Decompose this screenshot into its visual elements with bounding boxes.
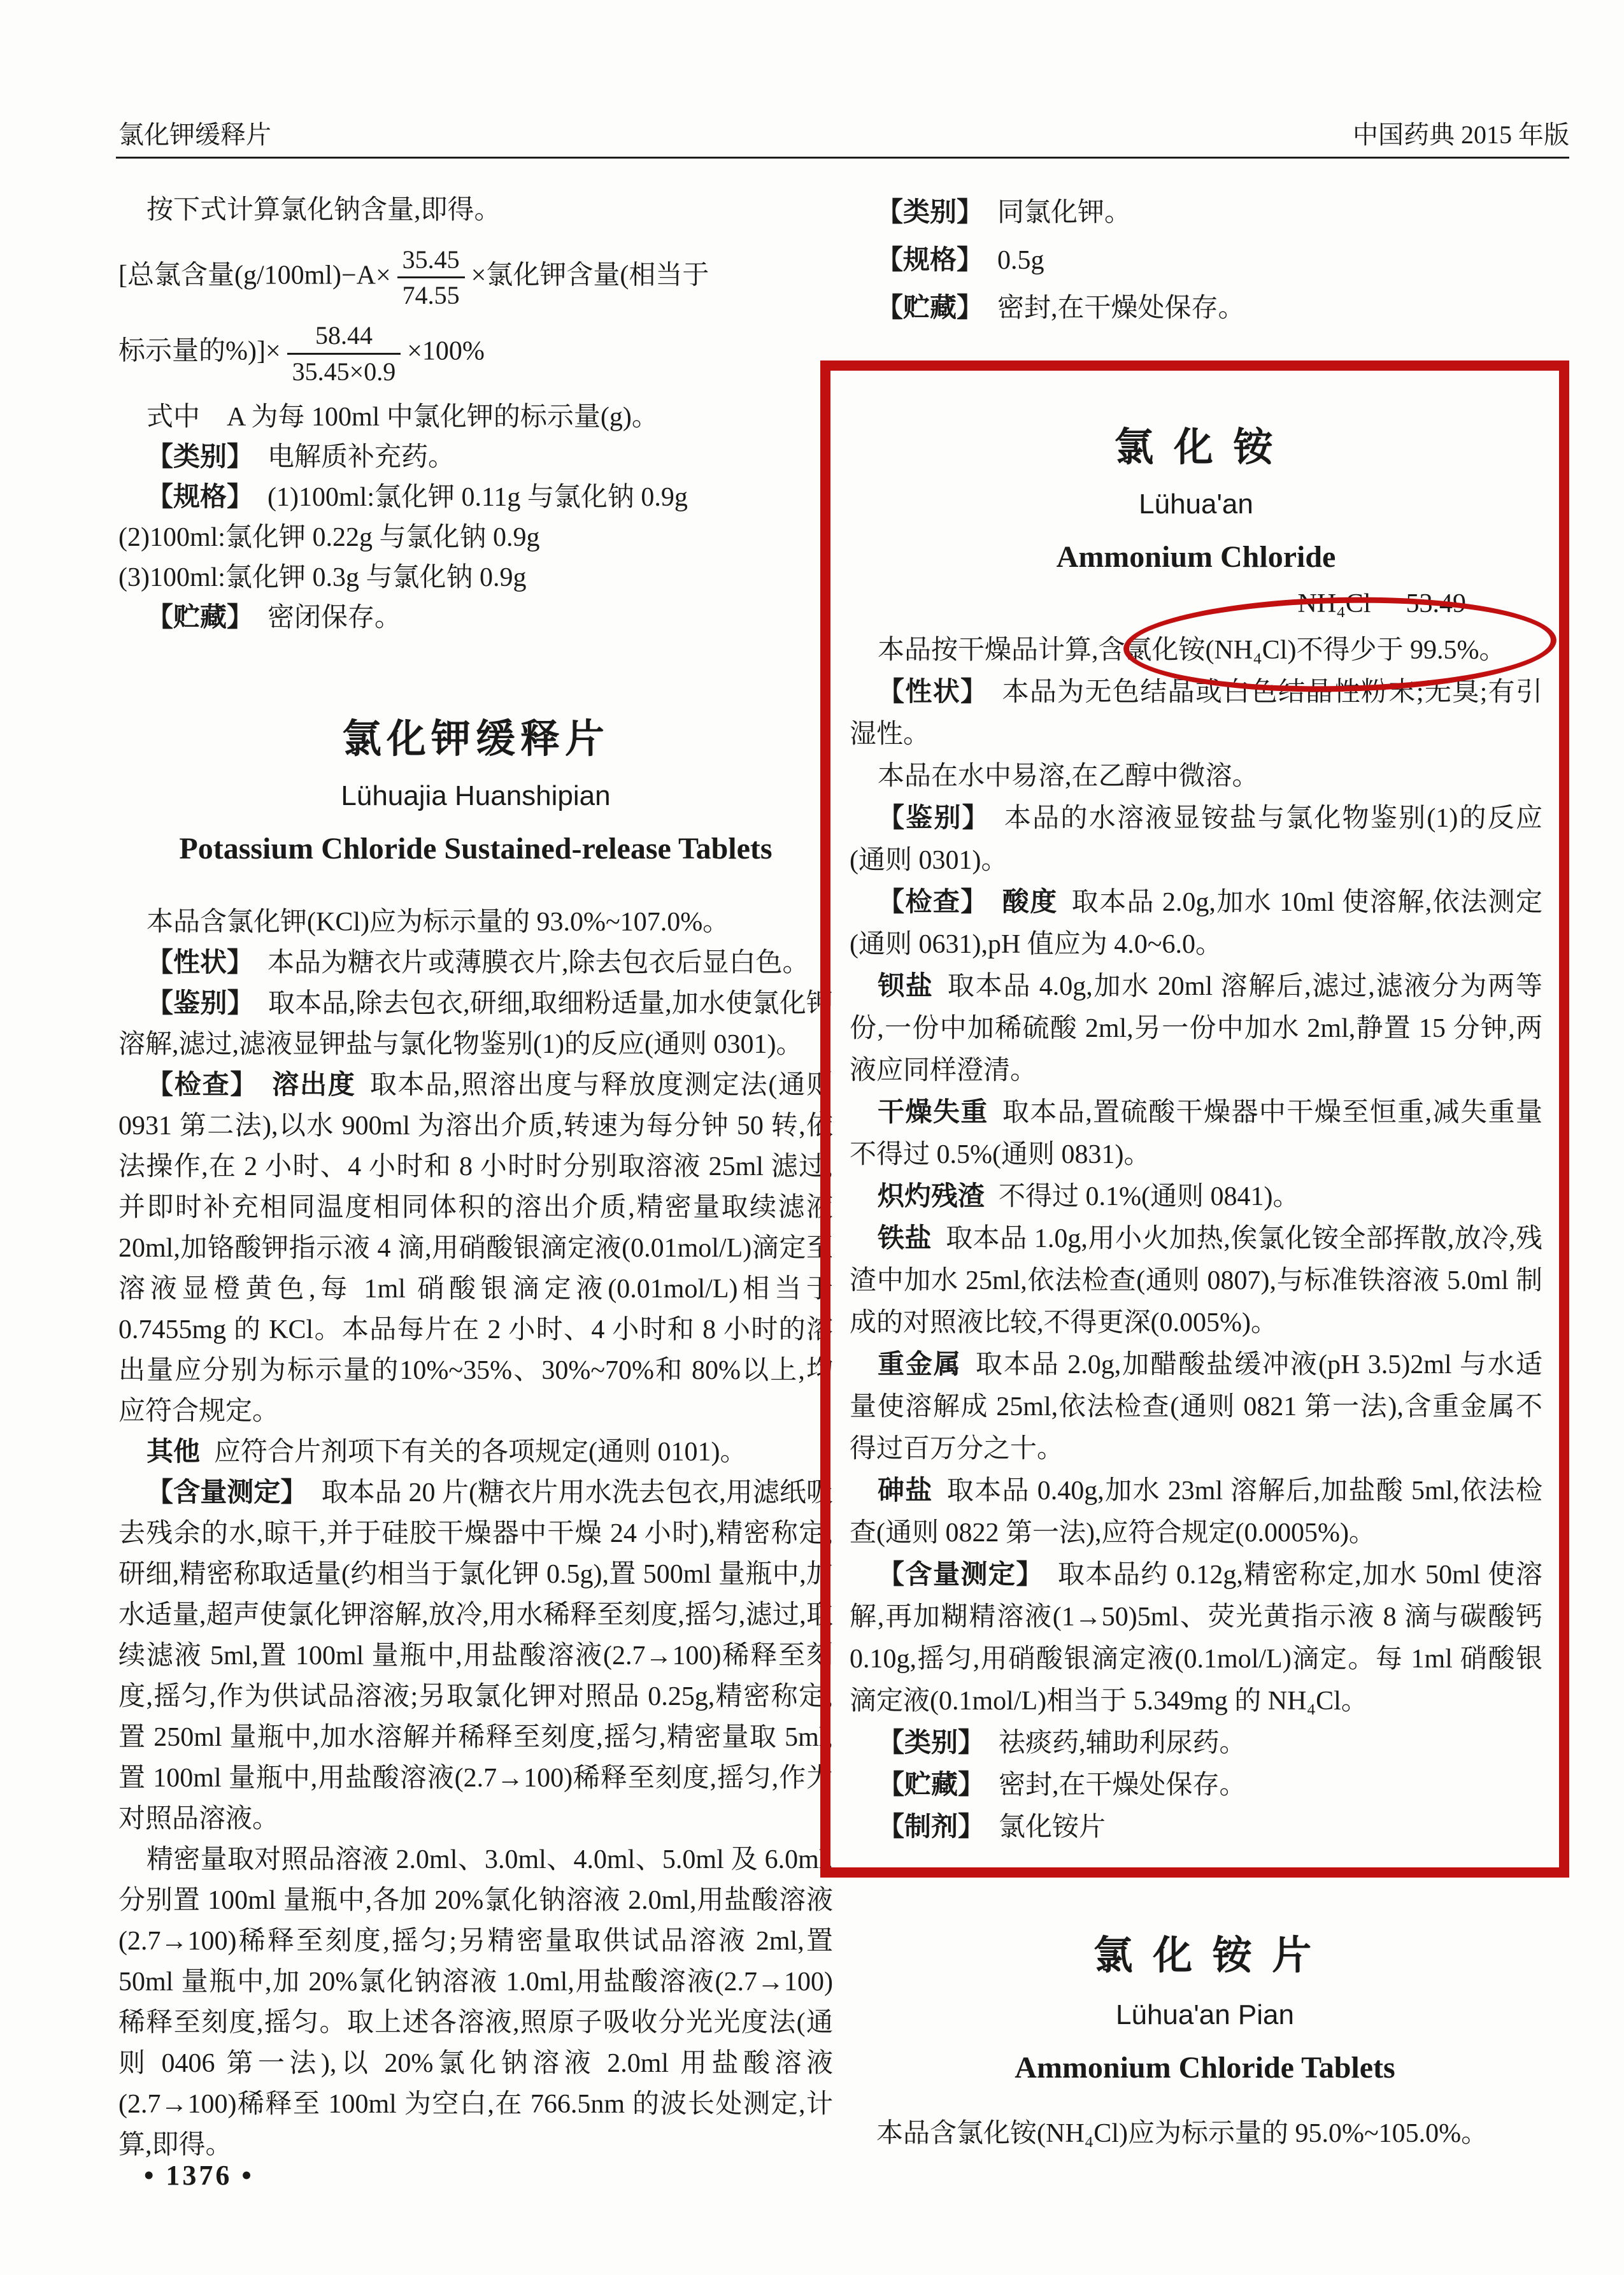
fraction-denominator: 35.45×0.9 — [292, 357, 396, 386]
header-rule — [116, 157, 1569, 159]
monograph-paragraph — [850, 1344, 1542, 1470]
paragraph-text: 精密量取对照品溶液 2.0ml、3.0ml、4.0ml、5.0ml 及 6.0ml,分别置 100ml 量瓶中,各加 20%氯化钠溶液 2.0ml,用盐酸溶液(2.7→100)稀释至刻度,摇匀;另精密量取供试品溶液 2ml,置 50ml 量瓶中,加 20%氯化钠溶液 1.0ml,用盐酸溶液(2.7→100)稀释至刻度,摇匀。取上述各溶液,照原子吸收分光光度法(通则 0406 第一法),以 20%氯化钠溶液 2.0ml 用盐酸溶液(2.7→100)稀释至 100ml 为空白,在 766.5nm 的波长处测定,计算,即得。 — [118, 1844, 833, 2160]
spec-item — [118, 558, 833, 598]
formula-text: ×100% — [407, 336, 485, 366]
paragraph: 按下式计算氯化钠含量,即得。 — [146, 196, 501, 225]
running-head — [118, 115, 1569, 151]
section-label: 【贮藏】 — [146, 603, 254, 632]
check-item-label: 重金属 — [878, 1350, 962, 1380]
monograph-title-cn: 氯 化 铵 片 — [1093, 1934, 1317, 1978]
monograph-paragraph — [850, 1470, 1542, 1554]
running-head-left: 氯化钾缓释片 — [118, 120, 271, 149]
paragraph-text: 取本品 2.0g,加水 10ml 使溶解,依法测定(通则 0631),pH 值应为 4.0~6.0。 — [850, 888, 1542, 959]
section-label: 【鉴别】 — [146, 988, 254, 1018]
right-column-top — [848, 186, 1562, 336]
spec-text: 电解质补充药。 — [267, 442, 455, 472]
spec-item — [848, 240, 1562, 282]
monograph-title-cn: 氯 化 铵 — [1114, 426, 1278, 469]
formula-note: 式中 A 为每 100ml 中氯化钾的标示量(g)。 — [146, 402, 659, 432]
monograph-pinyin: Lühuajia Huanshipian — [341, 780, 611, 811]
monograph-paragraph — [850, 755, 1542, 797]
paragraph-text: 本品在水中易溶,在乙醇中微溶。 — [878, 762, 1259, 791]
paragraph-text: 取本品,照溶出度与释放度测定法(通则 0931 第二法),以水 900ml 为溶出介质,转速为每分钟 50 转,依法操作,在 2 小时、4 小时和 8 小时时分别取溶液 25ml 滤过,并即时补充相同温度相同体积的溶出介质,精密量取续滤液 20ml,加铬酸钾指示液 4 滴,用硝酸银滴定液(0.01mol/L)滴定至溶液显橙黄色,每 1ml 硝酸银滴定液(0.01mol/L)相当于 0.7455mg 的 KCl。本品每片在 2 小时、4 小时和 8 小时的溶出量应分别为标示量的10%~35%、30%~70%和 80%以上,均应符合规定。 — [118, 1070, 833, 1426]
spec-item — [848, 192, 1562, 234]
monograph-body — [118, 902, 833, 2165]
chemical-formula-line — [850, 588, 1542, 619]
paragraph-text: 本品的水溶液显铵盐与氯化物鉴别(1)的反应(通则 0301)。 — [850, 804, 1542, 875]
fraction — [397, 245, 465, 310]
paragraph-text: 取本品 20 片(糖衣片用水洗去包衣,用滤纸吸去残余的水,晾干,并于硅胶干燥器中干燥 24 小时),精密称定,研细,精密称取适量(约相当于氯化钾 0.5g),置 500ml 量瓶中,加水适量,超声使氯化钾溶解,放冷,用水稀释至刻度,摇匀,滤过,取续滤液 5ml,置 100ml 量瓶中,用盐酸溶液(2.7→100)稀释至刻度,摇匀,作为供试品溶液;另取氯化钾对照品 0.25g,精密称定,置 250ml 量瓶中,加水溶解并稀释至刻度,摇匀,精密量取 5ml,置 100ml 量瓶中,用盐酸溶液(2.7→100)稀释至刻度,摇匀,作为对照品溶液。 — [118, 1478, 833, 1834]
red-highlight-box — [820, 360, 1569, 1878]
assay-limit-paragraph — [850, 629, 1542, 671]
molecular-weight: 53.49 — [1406, 589, 1466, 618]
formula-text: 标示量的%)]× — [118, 336, 281, 366]
monograph-paragraph — [118, 1432, 833, 1473]
paragraph-text: 取本品约 0.12g,精密称定,加水 50ml 使溶解,再加糊精溶液(1→50)5ml、荧光黄指示液 8 滴与碳酸钙 0.10g,摇匀,用硝酸银滴定液(0.1mol/L)滴定。每 1ml 硝酸银滴定液(0.1mol/L)相当于 5.349mg 的 NH₄Cl。 — [850, 1560, 1542, 1716]
spec-item — [118, 598, 833, 638]
section-label: 【贮藏】 — [878, 1771, 985, 1800]
spec-item — [848, 288, 1562, 329]
check-item-label: 其他 — [146, 1437, 201, 1467]
check-item-label: 铁盐 — [878, 1224, 932, 1253]
paragraph-text: 取本品 0.40g,加水 23ml 溶解后,加盐酸 5ml,依法检查(通则 0822 第一法),应符合规定(0.0005%)。 — [850, 1476, 1542, 1548]
formula-text: [总氯含量(g/100ml)−A× — [118, 260, 391, 290]
chemical-formula: NH₄Cl — [1297, 589, 1371, 618]
monograph-title-cn: 氯化钾缓释片 — [341, 717, 609, 761]
monograph-paragraph — [850, 966, 1542, 1092]
fraction-numerator: 35.45 — [397, 245, 465, 278]
section-label: 【检查】 — [878, 888, 988, 917]
running-head-right: 中国药典 2015 年版 — [1353, 120, 1569, 149]
monograph-paragraph — [118, 943, 833, 983]
section-label: 【规格】 — [146, 482, 254, 512]
paragraph-text: 祛痰药,辅助利尿药。 — [999, 1729, 1246, 1758]
monograph-title-block — [850, 415, 1542, 574]
section-label: 【类别】 — [146, 442, 254, 472]
monograph-paragraph — [118, 1065, 833, 1432]
assay-limit-paragraph: 本品含氯化铵(NH₄Cl)应为标示量的 95.0%~105.0%。 — [876, 2119, 1488, 2148]
paragraph-text: 取本品,置硫酸干燥器中干燥至恒重,减失重量不得过 0.5%(通则 0831)。 — [850, 1098, 1542, 1169]
section-label: 【规格】 — [876, 246, 984, 275]
formula-line-1 — [118, 245, 833, 310]
spec-list — [118, 438, 833, 638]
spec-text: 密封,在干燥处保存。 — [997, 294, 1245, 323]
spec-item — [118, 438, 833, 478]
monograph-paragraph — [850, 671, 1542, 755]
monograph-paragraph — [118, 983, 833, 1065]
fraction — [287, 320, 401, 386]
monograph-paragraph — [850, 797, 1542, 881]
monograph-body — [850, 629, 1542, 1848]
section-label: 【类别】 — [878, 1729, 985, 1758]
monograph-paragraph — [850, 1092, 1542, 1176]
section-label: 【性状】 — [878, 678, 988, 707]
check-item-label: 钡盐 — [878, 972, 934, 1001]
paragraph-text: 取本品 2.0g,加醋酸盐缓冲液(pH 3.5)2ml 与水适量使溶解成 25ml,依法检查(通则 0821 第一法),含重金属不得过百万分之十。 — [850, 1350, 1542, 1464]
formula-block — [118, 245, 833, 387]
section-label: 【性状】 — [146, 948, 254, 978]
monograph-title-en: Potassium Chloride Sustained-release Tablets — [179, 831, 773, 866]
monograph-paragraph — [850, 881, 1542, 966]
monograph-pinyin: Lühua'an — [1139, 489, 1253, 520]
monograph-title-en: Ammonium Chloride — [1056, 540, 1336, 574]
paragraph-text: 取本品 1.0g,用小火加热,俟氯化铵全部挥散,放冷,残渣中加水 25ml,依法检查(通则 0807),与标准铁溶液 5.0ml 制成的对照液比较,不得更深(0.005%)。 — [850, 1224, 1542, 1337]
section-label: 【鉴别】 — [878, 804, 990, 833]
monograph-paragraph — [850, 1176, 1542, 1218]
monograph-paragraph — [850, 1764, 1542, 1806]
fraction-numerator: 58.44 — [287, 320, 401, 354]
check-item-label: 溶出度 — [272, 1070, 356, 1100]
spec-text: 同氯化钾。 — [997, 198, 1132, 227]
spec-text: (1)100ml:氯化钾 0.11g 与氯化钠 0.9g — [267, 482, 688, 512]
spec-text: 密闭保存。 — [267, 603, 402, 632]
section-label: 【含量测定】 — [146, 1478, 308, 1508]
check-item-label: 酸度 — [1002, 888, 1058, 917]
monograph-title-block — [848, 1923, 1562, 2085]
tablets-section — [848, 1923, 1562, 2154]
spec-text: (3)100ml:氯化钾 0.3g 与氯化钠 0.9g — [118, 562, 527, 592]
section-label: 【检查】 — [146, 1070, 259, 1100]
paragraph-text: 本品为糖衣片或薄膜衣片,除去包衣后显白色。 — [267, 948, 809, 978]
paragraph-text: 密封,在干燥处保存。 — [999, 1771, 1246, 1800]
paragraph-text: 本品含氯化钾(KCl)应为标示量的 93.0%~107.0%。 — [146, 907, 730, 937]
monograph-paragraph — [118, 902, 833, 943]
left-column — [118, 190, 833, 2165]
monograph-paragraph — [850, 1806, 1542, 1848]
section-label: 【制剂】 — [878, 1813, 985, 1842]
fraction-denominator: 74.55 — [402, 281, 460, 310]
monograph-title-block — [118, 707, 833, 866]
check-item-label: 砷盐 — [878, 1476, 933, 1506]
monograph-paragraph — [850, 1722, 1542, 1764]
section-label: 【含量测定】 — [878, 1560, 1044, 1590]
spec-text: (2)100ml:氯化钾 0.22g 与氯化钠 0.9g — [118, 522, 540, 552]
monograph-title-en: Ammonium Chloride Tablets — [1015, 2051, 1395, 2085]
paragraph-text: 取本品,除去包衣,研细,取细粉适量,加水使氯化钾溶解,滤过,滤液显钾盐与氯化物鉴别(1)的反应(通则 0301)。 — [118, 988, 833, 1059]
paragraph-text: 应符合片剂项下有关的各项规定(通则 0101)。 — [214, 1437, 747, 1467]
spec-item — [118, 478, 833, 518]
paragraph-text: 氯化铵片 — [999, 1813, 1106, 1842]
spec-item — [118, 518, 833, 558]
monograph-paragraph — [118, 1473, 833, 1839]
paragraph-text: 取本品 4.0g,加水 20ml 溶解后,滤过,滤液分为两等份,一份中加稀硫酸 2ml,另一份中加水 2ml,静置 15 分钟,两液应同样澄清。 — [850, 972, 1542, 1085]
formula-line-2 — [118, 320, 833, 386]
monograph-paragraph — [850, 1554, 1542, 1722]
section-label: 【类别】 — [876, 198, 984, 227]
monograph-paragraph — [850, 1218, 1542, 1344]
spec-text: 0.5g — [997, 246, 1044, 275]
check-item-label: 干燥失重 — [878, 1098, 988, 1127]
check-item-label: 炽灼残渣 — [878, 1182, 985, 1211]
paragraph-text: 本品为无色结晶或白色结晶性粉末;无臭;有引湿性。 — [850, 678, 1542, 749]
formula-text: ×氯化钾含量(相当于 — [471, 260, 709, 290]
monograph-paragraph — [118, 1839, 833, 2165]
paragraph-text: 本品按干燥品计算,含氯化铵(NH₄Cl)不得少于 99.5%。 — [878, 636, 1506, 665]
monograph-pinyin: Lühua'an Pian — [1116, 1999, 1294, 2030]
section-label: 【贮藏】 — [876, 294, 984, 323]
page-number: • 1376 • — [144, 2160, 254, 2191]
paragraph-text: 不得过 0.1%(通则 0841)。 — [999, 1182, 1300, 1211]
